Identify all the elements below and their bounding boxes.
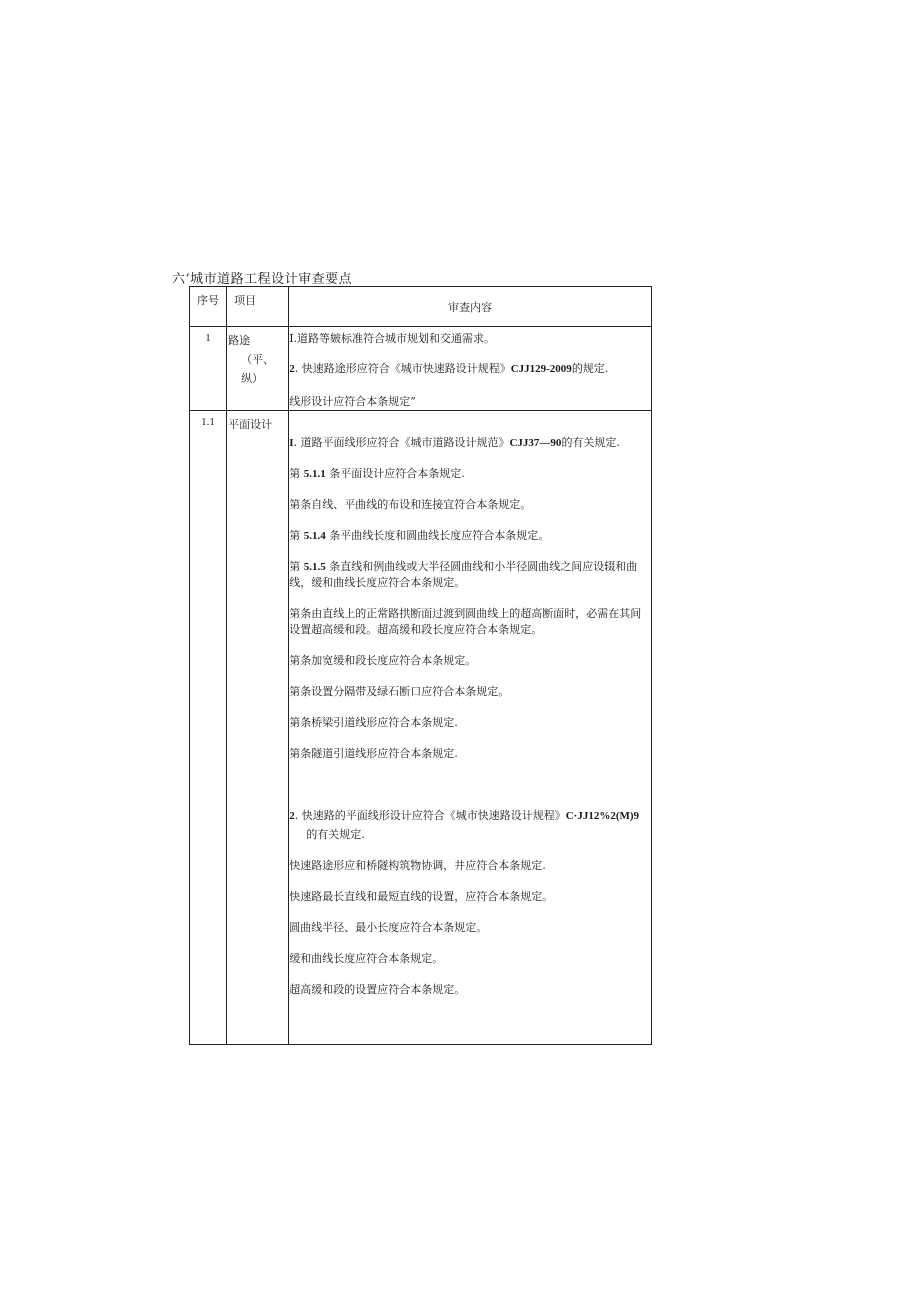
content-line: I. 道路平面线形应符合《城市道路设计规范》CJJ37—90的有关规定.	[289, 436, 620, 449]
review-table	[189, 286, 652, 1045]
header-content: 审查内容	[289, 287, 652, 327]
content-line: 第条加宽缓和段长度应符合本条规定。	[289, 654, 477, 667]
content-line: 圆曲线半径、最小长度应符合本条规定。	[289, 921, 488, 934]
row-content	[289, 411, 652, 1045]
row-number: 1.1	[190, 411, 227, 1045]
table-row	[190, 411, 652, 1045]
table-row	[190, 327, 652, 411]
content-line: 缓和曲线长度应符合本条规定。	[289, 952, 444, 965]
item-label: 路途	[228, 334, 251, 347]
table-header-row	[190, 287, 652, 327]
content-line: 第条由直线上的正常路拱断面过渡到圆曲线上的超高断面时，必需在其间设置超高缓和段。超高缓和段长度应符合本条规定。	[289, 607, 642, 636]
content-line: 第条隧道引道线形应符合本条规定.	[289, 747, 458, 760]
content-line: 2. 快速路途形应符合《城市快速路设计规程》CJJ129-2009的规定.	[289, 362, 609, 375]
content-line: 的有关规定.	[306, 828, 365, 841]
item-sublabel: （平、纵）	[241, 353, 275, 385]
row-item	[227, 411, 289, 1045]
content-line: 第条自线、平曲线的布设和连接宜符合本条规定。	[289, 498, 532, 511]
header-item: 项目	[227, 287, 289, 327]
content-line: 超高缓和段的设置应符合本条规定。	[289, 983, 466, 996]
row-number: 1	[190, 327, 227, 411]
content-line: 快速路最长直线和最短直线的设置，应符合本条规定。	[289, 890, 554, 903]
row-item	[227, 327, 289, 411]
content-line: 第条设置分隔带及绿石断口应符合本条规定。	[289, 685, 510, 698]
content-line: 第 5.1.4 条平曲线长度和圆曲线长度应符合本条规定。	[289, 529, 550, 542]
content-line: 快速路途形应和桥隧构筑物协调，井应符合本条规定.	[289, 859, 546, 872]
content-line: 第 5.1.1 条平面设计应符合本条规定.	[289, 467, 465, 480]
content-line: 线形设计应符合本条规定”	[289, 395, 416, 408]
content-line: I.道路等皴标准符合城市规划和交通需求。	[289, 332, 496, 345]
content-line: 第条桥梁引道线形应符合本条规定.	[289, 716, 458, 729]
row-content	[289, 327, 652, 411]
content-line: 第 5.1.5 条直线和例曲线或大半径圆曲线和小半径圆曲线之间应设辍和曲线，缓和曲线长度应符合本条规定。	[289, 560, 638, 589]
item-label: 平面设计	[228, 418, 273, 431]
header-no: 序号	[190, 287, 227, 327]
content-line: 2. 快速路的平面线形设计应符合《城市快速路设计规程》C·JJ12%2(M)9	[289, 809, 640, 822]
document-title: 六’城市道路工程设计审查要点	[172, 272, 353, 287]
